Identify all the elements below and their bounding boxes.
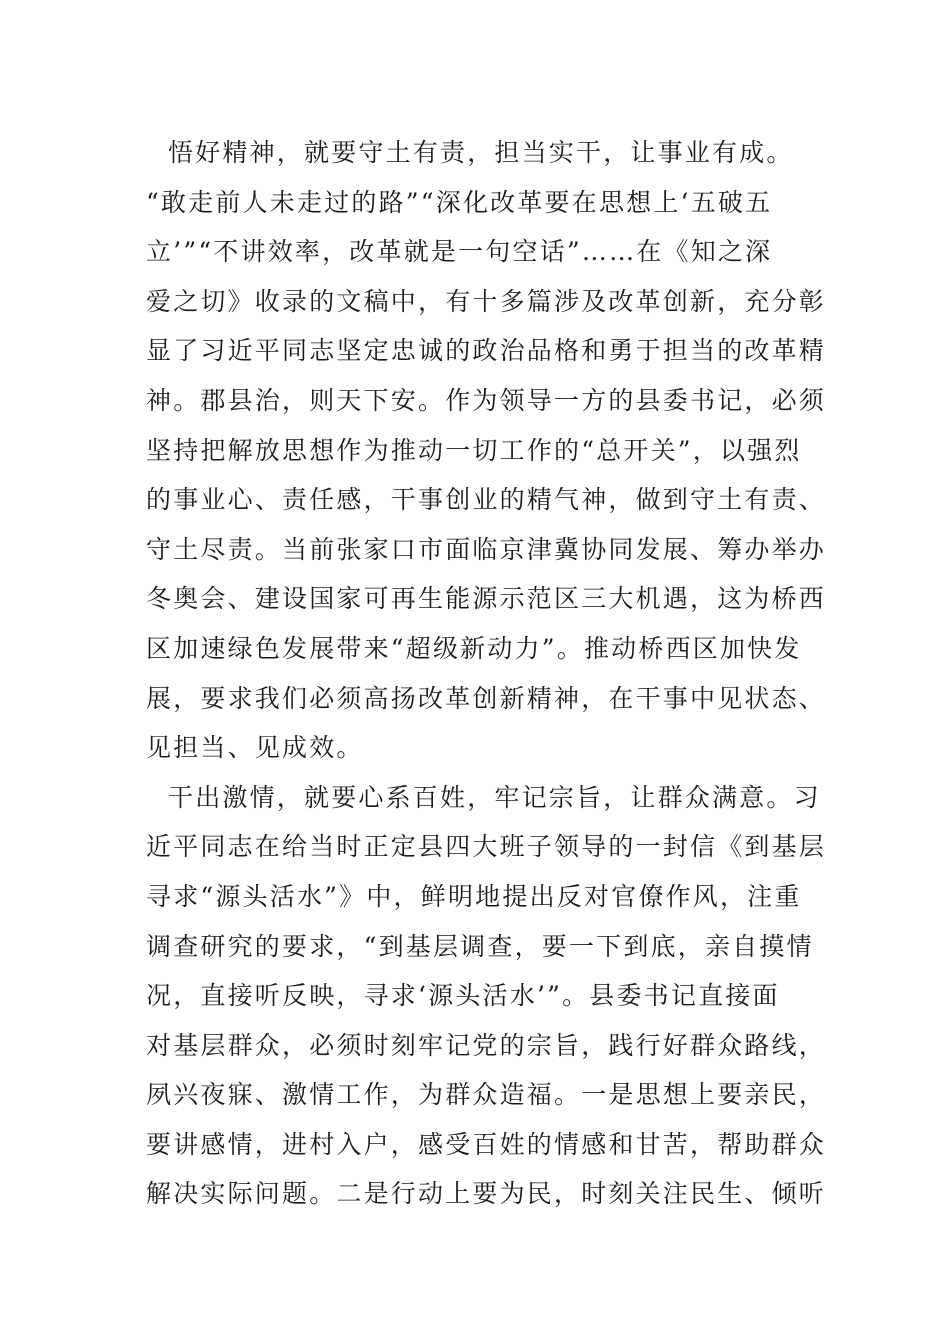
text-line: 寻求“源头活水”》中，鲜明地提出反对官僚作风，注重 (146, 881, 802, 911)
text-line: 干出激情，就要心系百姓，牢记宗旨，让群众满意。习 (168, 782, 821, 812)
text-line: 显了习近平同志坚定忠诚的政治品格和勇于担当的改革精 (146, 336, 827, 366)
text-line: 区加速绿色发展带来“超级新动力”。推动桥西区加快发 (146, 633, 802, 663)
text-line: 神。郡县治，则天下安。作为领导一方的县委书记，必须 (146, 385, 827, 415)
text-line: 立’”“不讲效率，改革就是一句空话”……在《知之深 (146, 237, 773, 267)
text-line: 的事业心、责任感，干事创业的精气神，做到守土有责、 (146, 485, 827, 515)
paragraph-1 (146, 128, 827, 773)
text-line: “敢走前人未走过的路”“深化改革要在思想上‘五破五 (146, 187, 773, 217)
text-line: 要讲感情，进村入户，感受百姓的情感和甘苦，帮助群众 (146, 1129, 827, 1159)
text-line: 守土尽责。当前张家口市面临京津冀协同发展、筹办举办 (146, 534, 827, 564)
text-line: 爱之切》收录的文稿中，有十多篇涉及改革创新，充分彰 (146, 286, 827, 316)
text-line: 调查研究的要求，“到基层调查，要一下到底，亲自摸情 (146, 931, 814, 961)
text-line: 对基层群众，必须时刻牢记党的宗旨，践行好群众路线， (146, 1030, 827, 1060)
document-body (146, 128, 827, 1219)
paragraph-2 (146, 773, 827, 1219)
text-line: 近平同志在给当时正定县四大班子领导的一封信《到基层 (146, 832, 827, 862)
text-line: 解决实际问题。二是行动上要为民，时刻关注民生、倾听 (146, 1179, 827, 1209)
text-line: 坚持把解放思想作为推动一切工作的“总开关”，以强烈 (146, 435, 802, 465)
text-line: 展，要求我们必须高扬改革创新精神，在干事中见状态、 (146, 683, 827, 713)
text-line: 夙兴夜寐、激情工作，为群众造福。一是思想上要亲民， (146, 1080, 827, 1110)
text-line: 况，直接听反映，寻求‘源头活水’”。县委书记直接面 (146, 981, 780, 1011)
text-line: 悟好精神，就要守土有责，担当实干，让事业有成。 (168, 138, 794, 167)
text-line: 冬奥会、建设国家可再生能源示范区三大机遇，这为桥西 (146, 584, 827, 614)
text-line: 见担当、见成效。 (146, 733, 364, 763)
